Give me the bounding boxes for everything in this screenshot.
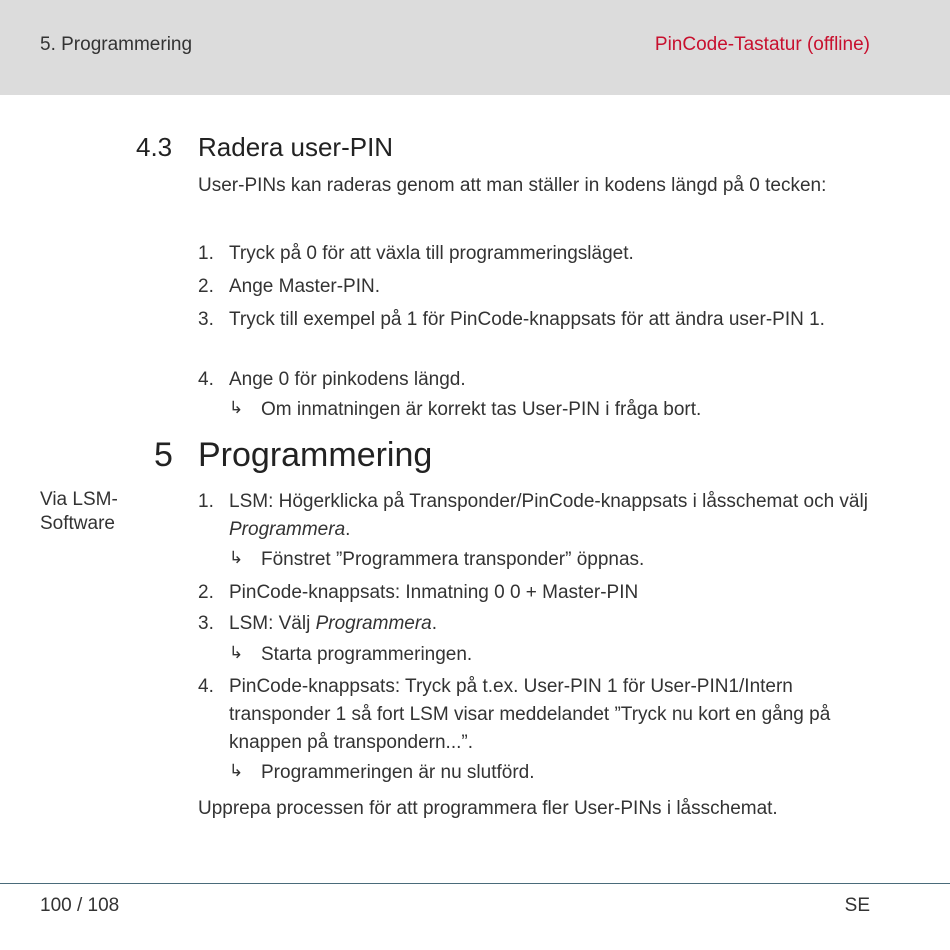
step-number: 4.: [198, 369, 214, 390]
step-text: Ange 0 för pinkodens längd.: [229, 369, 466, 390]
page-number: 100 / 108: [40, 895, 120, 916]
step-text: Ange Master-PIN.: [229, 276, 380, 297]
chapter-number: 5: [154, 436, 173, 474]
step-result: Om inmatningen är korrekt tas User-PIN i fråga bort.: [261, 399, 702, 420]
section-title: Radera user-PIN: [198, 132, 394, 162]
result-arrow-icon: ↳: [229, 643, 244, 662]
header-chapter: 5. Programmering: [40, 34, 193, 55]
side-label: Via LSM-Software: [40, 489, 118, 534]
step-text: LSM: Högerklicka på Transponder/PinCode-knappsats i låsschemat och välj Programmera.: [229, 491, 868, 540]
step-text: PinCode-knappsats: Inmatning 0 0 + Master-PIN: [229, 582, 639, 603]
step-number: 2.: [198, 582, 214, 603]
emphasis-programmera: Programmera: [229, 519, 346, 540]
step-result: Fönstret ”Programmera transponder” öppnas.: [261, 549, 645, 570]
step-text: Tryck på 0 för att växla till programmeringsläget.: [229, 243, 634, 264]
emphasis-programmera: Programmera: [315, 613, 432, 634]
step-result: Programmeringen är nu slutförd.: [261, 762, 535, 783]
header-product: PinCode-Tastatur (offline): [654, 34, 870, 55]
chapter-title: Programmering: [198, 436, 433, 474]
result-arrow-icon: ↳: [229, 398, 244, 417]
section-intro: User-PINs kan raderas genom att man ställer in kodens längd på 0 tecken:: [198, 175, 827, 196]
step-number: 1.: [198, 491, 214, 512]
step-number: 1.: [198, 243, 214, 264]
result-arrow-icon: ↳: [229, 761, 244, 780]
step-text: PinCode-knappsats: Tryck på t.ex. User-PIN 1 för User-PIN1/Intern transponder 1 så fort LSM visar meddelandet ”Tryck nu kort en gång på knappen på transpondern...”.: [229, 676, 831, 753]
step-number: 3.: [198, 613, 214, 634]
step-number: 3.: [198, 309, 214, 330]
step-text: Tryck till exempel på 1 för PinCode-knappsats för att ändra user-PIN 1.: [229, 309, 825, 330]
closing-paragraph: Upprepa processen för att programmera fler User-PINs i låsschemat.: [198, 798, 778, 819]
result-arrow-icon: ↳: [229, 548, 244, 567]
step-text: LSM: Välj Programmera.: [229, 613, 438, 634]
language-code: SE: [844, 895, 870, 916]
section-number: 4.3: [136, 132, 173, 162]
page-header: [0, 0, 950, 95]
step-result: Starta programmeringen.: [261, 644, 473, 665]
footer-divider: [0, 883, 950, 884]
step-number: 2.: [198, 276, 214, 297]
step-number: 4.: [198, 676, 214, 697]
